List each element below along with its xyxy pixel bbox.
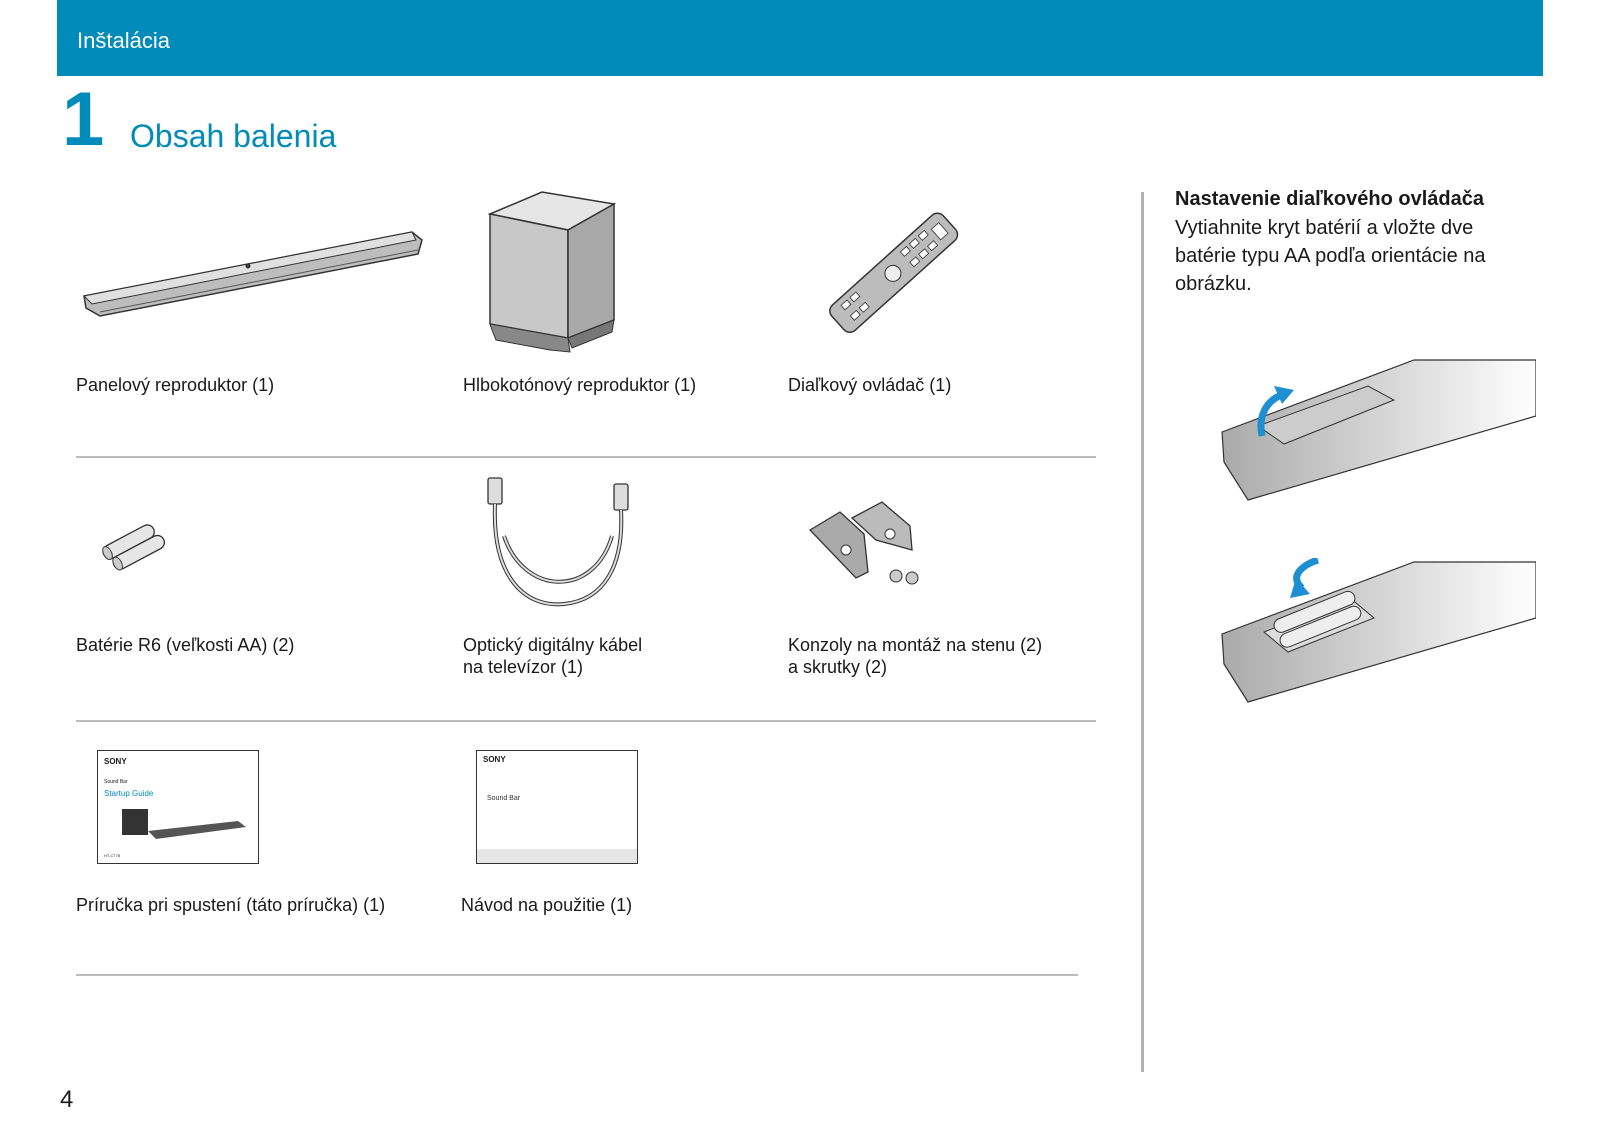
section-number: 1 — [62, 77, 105, 162]
remote-control-illustration — [812, 196, 974, 348]
wall-brackets-illustration — [806, 500, 946, 594]
subwoofer-label: Hlbokotónový reproduktor (1) — [463, 375, 697, 395]
startup-guide-small: Sound Bar — [104, 779, 128, 785]
sidebar-text: Vytiahnite kryt batérií a vložte dve batérie typu AA podľa orientácie na obrázku. — [1175, 217, 1486, 295]
wall-brackets-label-line1: Konzoly na montáž na stenu (2) — [788, 635, 1043, 655]
sound-bar-illustration — [78, 218, 424, 318]
section-title: Obsah balenia — [130, 118, 337, 154]
startup-guide-brand: SONY — [104, 757, 127, 766]
optical-cable-label-line1: Optický digitálny kábel — [463, 635, 643, 655]
manual-small: Sound Bar — [487, 795, 521, 802]
header-title: Inštalácia — [77, 28, 170, 53]
divider-1 — [76, 456, 1096, 458]
wall-brackets-label-line2: a skrutky (2) — [788, 657, 888, 677]
manual-band — [477, 849, 637, 863]
header-bar — [57, 0, 1543, 76]
startup-guide-code: HT-CT78 — [104, 853, 121, 858]
operating-instructions-booklet — [476, 750, 638, 864]
remote-battery-cover-illustration — [1218, 356, 1536, 502]
batteries-illustration — [100, 522, 172, 572]
page-number: 4 — [60, 1086, 74, 1113]
sound-bar-label: Panelový reproduktor (1) — [76, 375, 275, 395]
sidebar-heading: Nastavenie diaľkového ovládača — [1175, 188, 1484, 210]
divider-3 — [76, 974, 1078, 976]
remote-insert-batteries-illustration — [1218, 558, 1536, 704]
manual-brand: SONY — [483, 755, 506, 764]
operating-instructions-label: Návod na použitie (1) — [461, 895, 633, 915]
subwoofer-illustration — [488, 190, 622, 356]
optical-cable-illustration — [484, 476, 634, 612]
startup-guide-title: Startup Guide — [104, 789, 154, 798]
divider-2 — [76, 720, 1096, 722]
vertical-divider — [1141, 192, 1144, 1072]
startup-guide-label: Príručka pri spustení (táto príručka) (1) — [76, 895, 386, 915]
optical-cable-label-line2: na televízor (1) — [463, 657, 584, 677]
startup-guide-product-image — [120, 805, 250, 845]
batteries-label: Batérie R6 (veľkosti AA) (2) — [76, 635, 295, 655]
remote-control-label: Diaľkový ovládač (1) — [788, 375, 952, 395]
startup-guide-booklet — [97, 750, 259, 864]
